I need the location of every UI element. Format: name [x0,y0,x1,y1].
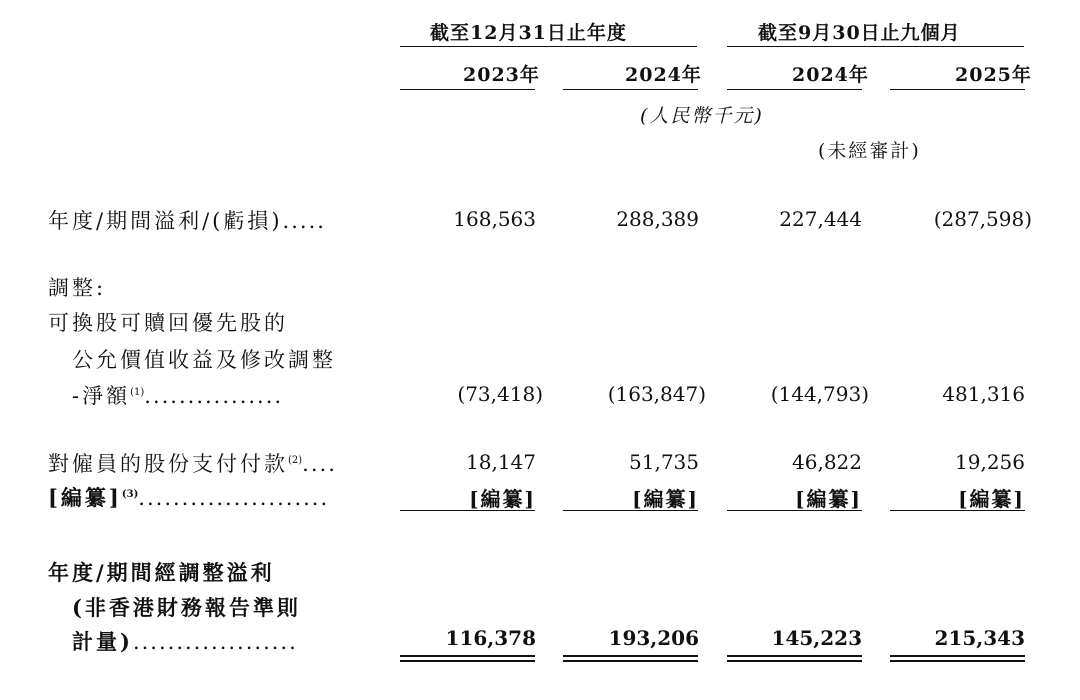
subtotal-rule-1 [400,510,535,511]
redacted-value-9m-2025: [編纂] [958,487,1025,511]
fv-label-text: -淨額 [72,384,131,408]
redacted-label-text: [編纂] [48,485,122,510]
subtotal-rule-3 [727,510,862,511]
share-label-text: 對僱員的股份支付付款 [48,452,288,476]
row-label-share-payments [48,448,337,478]
year-header-2024-interim: 2024年 [792,64,869,86]
profit-value-2024: 288,389 [616,207,699,231]
adjusted-label-line1: 年度/期間經調整溢利 [48,560,275,585]
profit-value-9m-2024: 227,444 [779,207,862,231]
total-double-rule-1 [400,655,535,662]
unaudited-note: (未經審計) [818,140,921,162]
redacted-footnote-ref: (3) [121,489,139,500]
share-value-2023: 18,147 [466,450,536,474]
adjusted-value-9m-2025: 215,343 [934,626,1025,650]
fv-label-line2: 公允價值收益及修改調整 [72,348,336,372]
year-rule-3 [727,89,862,90]
header-group-year: 截至12月31日止年度 [430,22,627,44]
fv-value-2023: (73,418) [457,382,543,406]
adjusted-label-text: 計量) [72,629,133,654]
adjusted-value-9m-2024: 145,223 [771,626,862,650]
adjusted-leader-dots: ................... [132,630,298,654]
adjusted-value-2023: 116,378 [445,626,536,650]
subtotal-rule-4 [890,510,1025,511]
fv-value-9m-2025: 481,316 [942,382,1025,406]
profit-value-2023: 168,563 [453,207,536,231]
year-header-2024-annual: 2024年 [625,64,702,86]
total-double-rule-4 [890,655,1025,662]
row-label-profit [48,205,326,235]
fv-leader-dots: ................ [144,384,284,408]
year-rule-1 [400,89,535,90]
adjustments-title: 調整: [48,276,107,300]
year-header-2023: 2023年 [463,64,540,86]
subtotal-rule-2 [563,510,698,511]
fv-value-9m-2024: (144,793) [770,382,869,406]
share-leader-dots: .... [302,452,337,476]
profit-value-9m-2025: (287,598) [933,207,1032,231]
redacted-value-9m-2024: [編纂] [795,487,862,511]
row-label-redacted [48,482,329,512]
redacted-value-2024: [編纂] [632,487,699,511]
adjusted-label-line3 [72,626,298,656]
redacted-leader-dots: ...................... [138,486,330,510]
header-group-nine-months: 截至9月30日止九個月 [758,22,961,44]
total-double-rule-2 [563,655,698,662]
adjusted-value-2024: 193,206 [608,626,699,650]
year-rule-2 [563,89,698,90]
share-footnote-ref: (2) [288,455,303,466]
fv-footnote-ref: (1) [130,387,145,398]
share-value-2024: 51,735 [629,450,699,474]
year-header-2025: 2025年 [955,64,1032,86]
fv-label-line3 [72,380,283,410]
profit-leader-dots: ..... [282,209,326,233]
redacted-value-2023: [編纂] [469,487,536,511]
profit-label-text: 年度/期間溢利/(虧損) [48,209,283,233]
share-value-9m-2024: 46,822 [792,450,862,474]
fv-label-line1: 可換股可贖回優先股的 [48,311,288,335]
header-group-rule-2 [727,46,1024,47]
currency-note: (人民幣千元) [640,105,764,127]
header-group-rule-1 [400,46,697,47]
total-double-rule-3 [727,655,862,662]
fv-value-2024: (163,847) [607,382,706,406]
year-rule-4 [890,89,1025,90]
share-value-9m-2025: 19,256 [955,450,1025,474]
adjusted-label-line2: (非香港財務報告準則 [72,595,301,620]
